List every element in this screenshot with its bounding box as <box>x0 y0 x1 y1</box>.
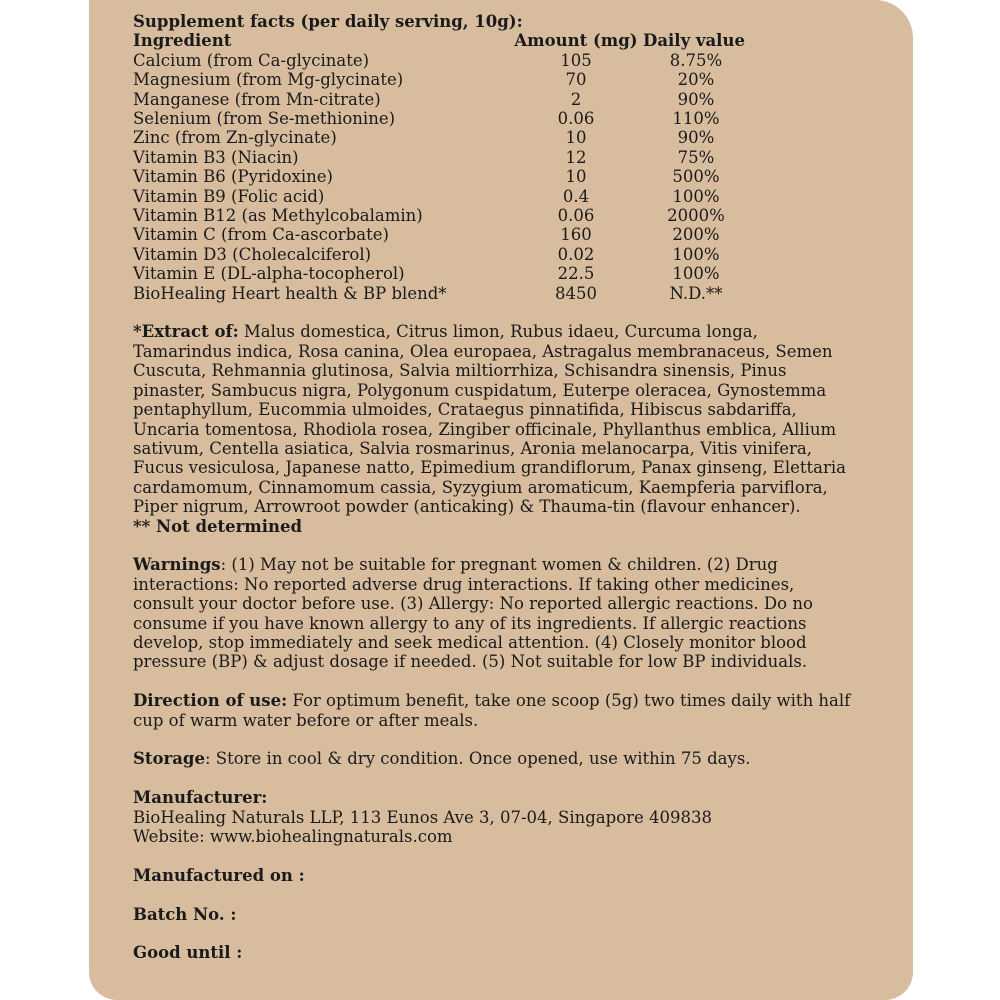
extract-label: *Extract of: <box>133 322 239 342</box>
ingredient-cell: Vitamin B6 (Pyridoxine) <box>133 167 333 187</box>
amount-value: 2 <box>570 89 582 109</box>
daily-value: 75% <box>677 147 715 167</box>
storage-label: Storage <box>133 749 205 769</box>
daily-value-cell <box>641 245 751 264</box>
amount-cell <box>511 245 641 264</box>
daily-value-cell <box>641 225 751 244</box>
daily-value: 90% <box>677 89 715 109</box>
amount-cell <box>511 206 641 225</box>
amount-value: 22.5 <box>557 264 595 284</box>
ingredient-cell: Vitamin B12 (as Methylcobalamin) <box>133 206 423 226</box>
daily-value: 200% <box>672 225 720 245</box>
daily-value-cell <box>641 51 751 70</box>
amount-cell <box>511 90 641 109</box>
ingredient-cell: Zinc (from Zn-glycinate) <box>133 128 337 148</box>
daily-value-cell <box>641 148 751 167</box>
ingredient-cell: Vitamin C (from Ca-ascorbate) <box>133 225 389 245</box>
warnings-paragraph <box>133 555 853 671</box>
table-row <box>133 109 751 128</box>
amount-value: 0.02 <box>557 244 595 264</box>
table-row <box>133 225 751 244</box>
daily-value: 90% <box>677 128 715 148</box>
amount-cell <box>511 187 641 206</box>
header-daily-value-label: Daily value <box>643 31 745 51</box>
amount-value: 10 <box>565 167 587 187</box>
header-amount <box>511 31 641 50</box>
manufacturer-address: BioHealing Naturals LLP, 113 Eunos Ave 3, 07-04, Singapore 409838 <box>133 807 713 827</box>
amount-value: 105 <box>560 50 592 70</box>
storage-paragraph <box>133 749 853 768</box>
daily-value: 100% <box>672 264 720 284</box>
good-until-label: Good until : <box>133 943 243 963</box>
daily-value-cell <box>641 187 751 206</box>
daily-value-cell <box>641 284 751 303</box>
warnings-text: : (1) May not be suitable for pregnant women & children. (2) Drug interactions: No reported adverse drug interactions. If taking other medicines, consult your doctor before use. (3) Allergy: No reported allergic reactions. Do no consume if you have known allergy to any of its ingredients. If allergic reactions develop, stop immediately and seek medical attention. (4) Closely monitor blood pressure (BP) & adjust dosage if needed. (5) Not suitable for low BP individuals. <box>133 555 813 672</box>
ingredient-cell: Vitamin E (DL-alpha-tocopherol) <box>133 264 405 284</box>
table-row <box>133 284 751 303</box>
ingredient-cell: Magnesium (from Mg-glycinate) <box>133 70 404 90</box>
table-row <box>133 264 751 283</box>
ingredient-cell: Calcium (from Ca-glycinate) <box>133 50 370 70</box>
daily-value-cell <box>641 109 751 128</box>
ingredient-cell: Manganese (from Mn-citrate) <box>133 89 381 109</box>
amount-cell <box>511 264 641 283</box>
ingredient-cell: Vitamin B3 (Niacin) <box>133 147 299 167</box>
daily-value: 20% <box>677 70 715 90</box>
ingredient-cell: BioHealing Heart health & BP blend* <box>133 283 447 303</box>
daily-value: 8.75% <box>669 50 723 70</box>
header-ingredient: Ingredient <box>133 31 232 51</box>
table-row <box>133 51 751 70</box>
daily-value: N.D.** <box>669 283 723 303</box>
daily-value-cell <box>641 167 751 186</box>
direction-text: For optimum benefit, take one scoop (5g) two times daily with half cup of warm water before or after meals. <box>133 691 851 730</box>
amount-cell <box>511 284 641 303</box>
table-row <box>133 206 751 225</box>
storage-text: : Store in cool & dry condition. Once opened, use within 75 days. <box>204 749 751 769</box>
batch-no-label: Batch No. : <box>133 904 237 924</box>
amount-value: 0.06 <box>557 206 595 226</box>
header-amount-label: Amount (mg) <box>514 31 638 51</box>
amount-value: 0.06 <box>557 109 595 129</box>
amount-value: 12 <box>565 147 587 167</box>
direction-paragraph <box>133 691 853 730</box>
manufacturer-label: Manufacturer: <box>133 788 268 808</box>
extract-paragraph <box>133 322 853 516</box>
amount-value: 160 <box>560 225 592 245</box>
amount-cell <box>511 148 641 167</box>
manufacturer-website: Website: www.biohealingnaturals.com <box>133 826 453 846</box>
amount-cell <box>511 70 641 89</box>
daily-value-cell <box>641 70 751 89</box>
amount-value: 70 <box>565 70 587 90</box>
ingredient-cell: Vitamin B9 (Folic acid) <box>133 186 325 206</box>
direction-label: Direction of use: <box>133 691 288 711</box>
ingredient-cell: Vitamin D3 (Cholecalciferol) <box>133 244 372 264</box>
table-row <box>133 70 751 89</box>
table-row <box>133 90 751 109</box>
supplement-facts-title: Supplement facts (per daily serving, 10g): <box>133 12 523 31</box>
amount-value: 8450 <box>555 283 597 303</box>
table-row <box>133 187 751 206</box>
daily-value-cell <box>641 206 751 225</box>
amount-cell <box>511 109 641 128</box>
ingredient-cell: Selenium (from Se-methionine) <box>133 109 396 129</box>
manufactured-on-label: Manufactured on : <box>133 865 305 885</box>
daily-value: 500% <box>672 167 720 187</box>
daily-value-cell <box>641 90 751 109</box>
table-row <box>133 245 751 264</box>
table-row <box>133 148 751 167</box>
amount-cell <box>511 128 641 147</box>
table-row <box>133 128 751 147</box>
facts-table-body <box>133 51 751 303</box>
daily-value-cell <box>641 128 751 147</box>
supplement-facts-table <box>133 31 751 303</box>
amount-cell <box>511 167 641 186</box>
warnings-label: Warnings <box>133 555 221 575</box>
amount-value: 0.4 <box>562 186 590 206</box>
daily-value: 2000% <box>667 206 725 226</box>
daily-value: 100% <box>672 244 720 264</box>
daily-value-cell <box>641 264 751 283</box>
label-content <box>133 12 853 963</box>
extract-text: Malus domestica, Citrus limon, Rubus idaeu, Curcuma longa, Tamarindus indica, Rosa canina, Olea europaea, Astragalus membranaceus, Semen Cuscuta, Rehmannia glutinosa, Salvia miltiorrhiza, Schisandra sinensis, Pinus pinaster, Sambucus nigra, Polygonum cuspidatum, Euterpe oleracea, Gynostemma pentaphyllum, Eucommia ulmoides, Crataegus pinnatifida, Hibiscus sabdariffa, Uncaria tomentosa, Rhodiola rosea, Zingiber officinale, Phyllanthus emblica, Allium sativum, Centella asiatica, Salvia rosmarinus, Aronia melanocarpa, Vitis vinifera, Fucus vesiculosa, Japanese natto, Epimedium grandiflorum, Panax ginseng, Elettaria cardamomum, Cinnamomum cassia, Syzygium aromaticum, Kaempferia parviflora, Piper nigrum, Arrowroot powder (anticaking) & Thauma-tin (flavour enhancer). <box>133 322 846 517</box>
daily-value: 100% <box>672 186 720 206</box>
daily-value: 110% <box>672 109 720 129</box>
header-daily-value <box>641 31 751 50</box>
table-header-row <box>133 31 751 50</box>
amount-cell <box>511 51 641 70</box>
table-row <box>133 167 751 186</box>
amount-cell <box>511 225 641 244</box>
not-determined-note: ** Not determined <box>133 516 303 536</box>
amount-value: 10 <box>565 128 587 148</box>
